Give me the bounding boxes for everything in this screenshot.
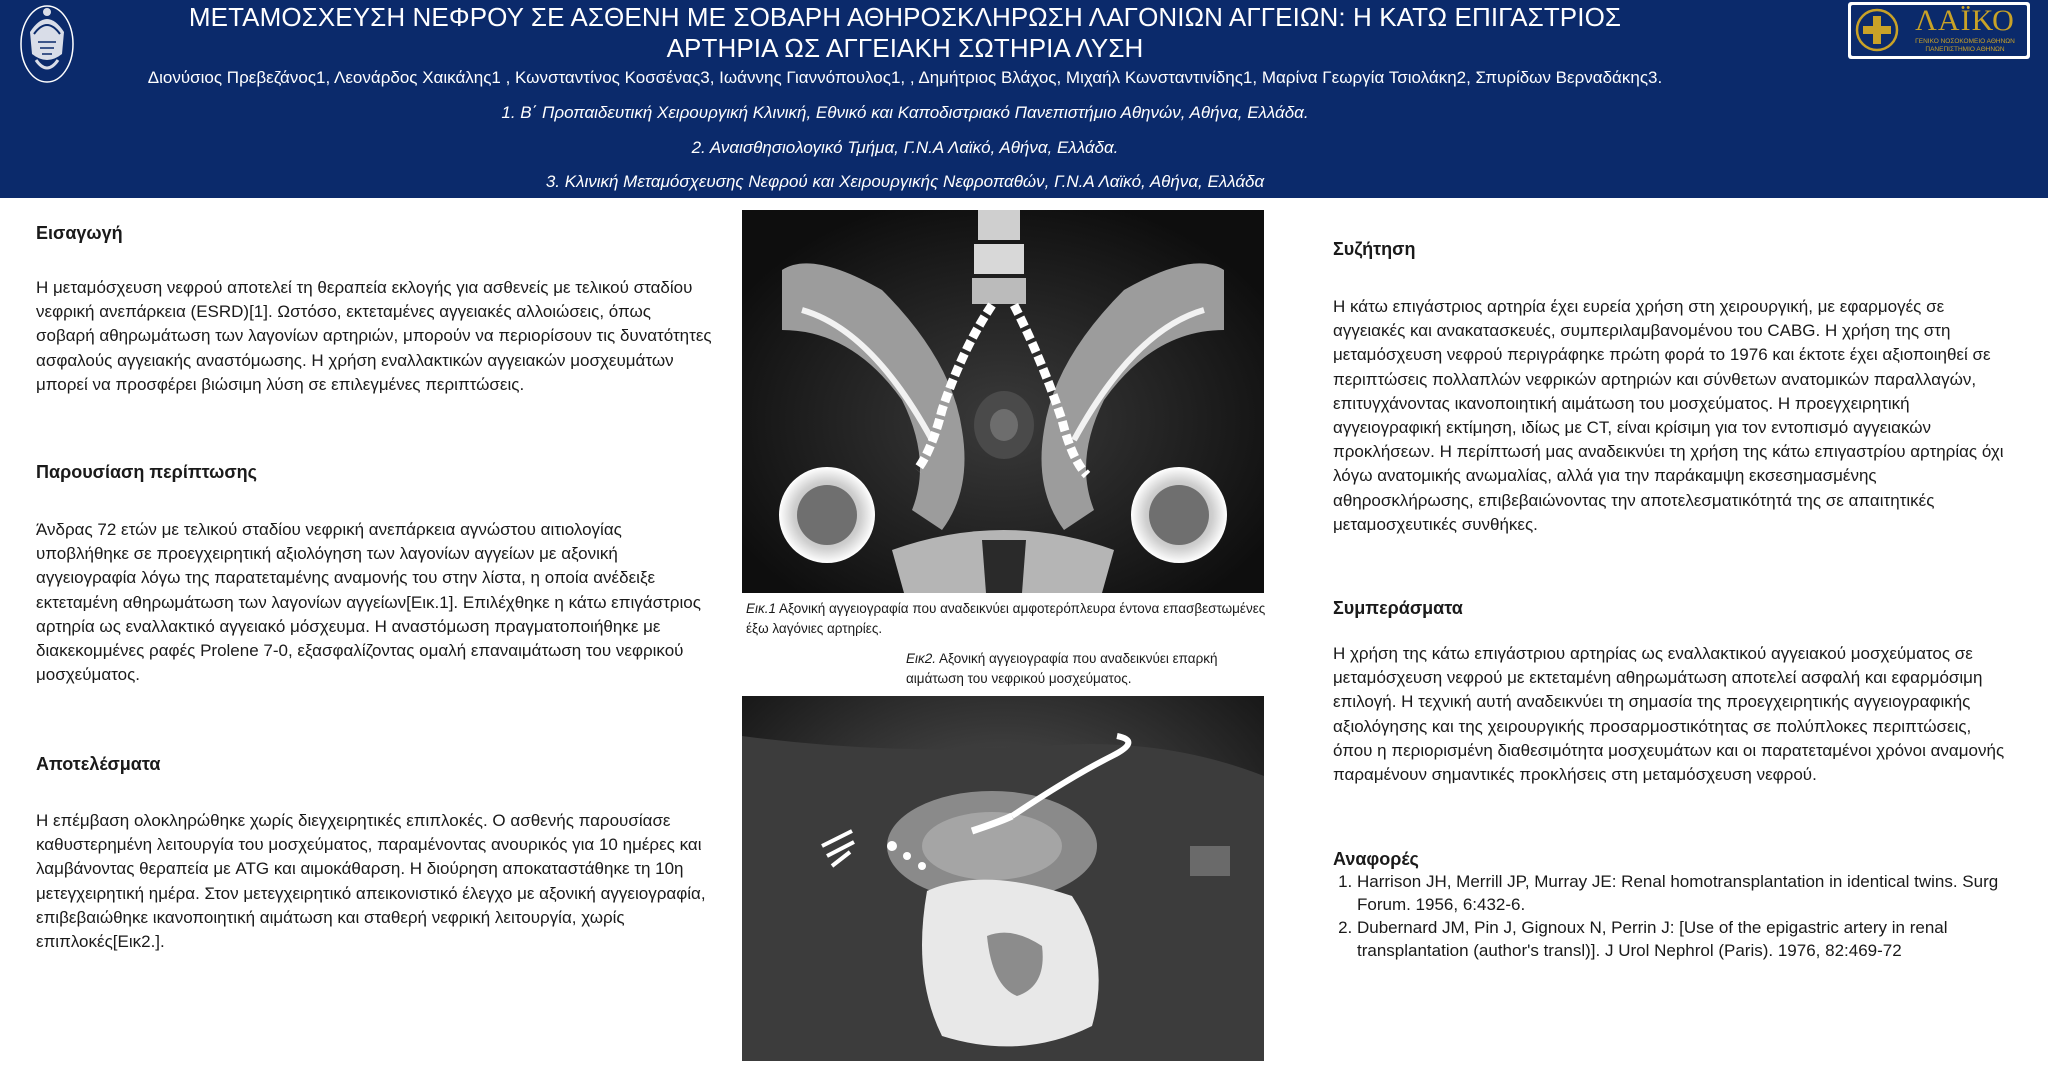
figure-1-caption-text: Αξονική αγγειογραφία που αναδεικνύει αμφοτερόπλευρα έντονα επασβεστωμένες έξω λαγόνιες αρτηρίες. (746, 601, 1266, 636)
intro-heading: Εισαγωγή (36, 223, 123, 243)
affiliation-3: 3. Κλινική Μεταμόσχευσης Νεφρού και Χειρουργικής Νεφροπαθών, Γ.Ν.Α Λαϊκό, Αθήνα, Ελλάδα (545, 172, 1265, 191)
affiliation-1: 1. Β΄ Προπαιδευτική Χειρουργική Κλινική, Εθνικό και Καποδιστριακό Πανεπιστήμιο Αθηνών, Αθήνα, Ελλάδα. (501, 103, 1309, 122)
authors-line: Διονύσιος Πρεβεζάνος1, Λεονάρδος Χαικάλης1 , Κωνσταντίνος Κοσσένας3, Ιωάννης Γιαννόπουλος1, , Δημήτριος Βλάχος, Μιχαήλ Κωνσταντινίδης1, Μαρίνα Γεωργία Τσιολάκη2, Σπυρίδων Βερναδάκης3. (147, 68, 1663, 87)
hospital-logo (1848, 2, 2030, 59)
hospital-subtitle-1: ΓΕΝΙΚΟ ΝΟΣΟΚΟΜΕΙΟ ΑΘΗΝΩΝ (1915, 38, 2015, 45)
results-heading: Αποτελέσματα (36, 754, 161, 774)
references-heading: Αναφορές (1333, 849, 1419, 869)
case-heading: Παρουσίαση περίπτωσης (36, 462, 258, 482)
affiliation-2: 2. Αναισθησιολογικό Τμήμα, Γ.Ν.Α Λαϊκό, Αθήνα, Ελλάδα. (691, 138, 1119, 157)
hospital-name: ΛΑΪΚΟ (1915, 4, 2015, 37)
intro-text: Η μεταμόσχευση νεφρού αποτελεί τη θεραπεία εκλογής για ασθενείς με τελικού σταδίου νεφρική ανεπάρκεια (ESRD)[1]. Ωστόσο, εκτεταμένες αγγειακές αλλοιώσεις, όπως σοβαρή αθηρωμάτωση των λαγονίων αρτηριών, μπορούν να περιορίσουν τις δυνατότητες ασφαλούς αγγειακής αναστόμωσης. Η χρήση εναλλακτικών αγγειακών μοσχευμάτων μπορεί να προσφέρει βιώσιμη λύση σε επιλεγμένες περιπτώσεις. (36, 278, 712, 394)
discussion-text: Η κάτω επιγάστριος αρτηρία έχει ευρεία χρήση στη χειρουργική, με εφαρμογές σε αγγειακές και ανακατασκευές, συμπεριλαμβανομένου του CABG. Η χρήση της στη μεταμόσχευση νεφρού περιγράφηκε πρώτη φορά το 1976 και έκτοτε έχει αξιοποιηθεί σε περιπτώσεις πολλαπλών νεφρικών αρτηριών και σύνθετων ανατομικών παραλλαγών, επιτυγχάνοντας ικανοποιητική αιμάτωση του μοσχεύματος. Η προεγχειρητική αγγειογραφική εκτίμηση, ιδίως με CT, είναι κρίσιμη για τον εντοπισμό αγγειακών προκλήσεων. Η περίπτωσή μας αναδεικνύει τη χρήση της κάτω επιγαστρίου αρτηρίας όχι λόγω ανατομικής ανωμαλίας, αλλά για την παράκαμψη εκσεσημασμένης αθηροσκλήρωσης, επιβεβαιώνοντας την αποτελεσματικότητά της σε απαιτητικές μεταμοσχευτικές συνθήκες. (1333, 297, 2004, 534)
reference-item: 2. Dubernard JM, Pin J, Gignoux N, Perrin J: [Use of the epigastric artery in renal transplantation (author's transl)]. J Urol Nephrol (Paris). 1976, 82:469-72 (1357, 916, 2022, 962)
conclusions-text: Η χρήση της κάτω επιγάστριου αρτηρίας ως εναλλακτικού αγγειακού μοσχεύματος σε μεταμόσχευση νεφρού με εκτεταμένη αθηρωμάτωση αποτελεί ασφαλή και εφαρμόσιμη επιλογή. Η τεχνική αυτή αναδεικνύει τη σημασία της προεγχειρητικής αγγειογραφικής αξιολόγησης και της χειρουργικής προσαρμοστικότητας σε πολύπλοκες περιπτώσεις, όπου η περιορισμένη διαθεσιμότητα μοσχευμάτων και οι παρατεταμένοι χρόνοι αναμονής παραμένουν σημαντικές προκλήσεις στη μεταμόσχευση νεφρού. (1333, 644, 2005, 785)
ct-angiography-graft-image (742, 696, 1264, 1061)
reference-item: 1. Harrison JH, Merrill JP, Murray JE: Renal homotransplantation in identical twins. Surg Forum. 1956, 6:432-6. (1357, 870, 2022, 916)
hospital-subtitle-2: ΠΑΝΕΠΙΣΤΗΜΙΟ ΑΘΗΝΩΝ (1925, 46, 2005, 53)
title-line-1: ΜΕΤΑΜΟΣΧΕΥΣΗ ΝΕΦΡΟΥ ΣΕ ΑΣΘΕΝΗ ΜΕ ΣΟΒΑΡΗ ΑΘΗΡΟΣΚΛΗΡΩΣΗ ΛΑΓΟΝΙΩΝ ΑΓΓΕΙΩΝ: Η ΚΑΤΩ ΕΠΙΓΑΣΤΡΙΟΣ (188, 2, 1622, 32)
university-logo-icon (16, 2, 78, 86)
figure-1-label: Εικ.1 (746, 601, 777, 616)
conclusions-heading: Συμπεράσματα (1333, 598, 1463, 618)
discussion-heading: Συζήτηση (1333, 239, 1416, 259)
case-text: Άνδρας 72 ετών με τελικού σταδίου νεφρική ανεπάρκεια αγνώστου αιτιολογίας υποβλήθηκε σε προεγχειρητική αξιολόγηση των λαγονίων αγγείων με αξονική αγγειογραφία λόγω της παρατεταμένης αναμονής του στην λίστα, η οποία ανέδειξε εκτεταμένη αθηρωμάτωση των λαγονίων αγγείων[Εικ.1]. Επιλέχθηκε η κάτω επιγάστριος αρτηρία ως εναλλακτικό αγγειακό μόσχευμα. Η αναστόμωση πραγματοποιήθηκε με διακεκομμένες ραφές Prolene 7-0, εξασφαλίζοντας ομαλή επαναιμάτωση του νεφρικού μοσχεύματος. (36, 520, 701, 685)
ct-angiography-pelvis-image (742, 210, 1264, 593)
figure-2-label: Εικ2. (906, 651, 937, 666)
figure-2-caption-text: Αξονική αγγειογραφία που αναδεικνύει επαρκή αιμάτωση του νεφρικού μοσχεύματος. (906, 651, 1218, 686)
figure-1-caption (746, 599, 1266, 639)
results-text: Η επέμβαση ολοκληρώθηκε χωρίς διεγχειρητικές επιπλοκές. Ο ασθενής παρουσίασε καθυστερημένη λειτουργία του μοσχεύματος, παραμένοντας ανουρικός για 10 ημέρες και λαμβάνοντας θεραπεία με ATG και αιμοκάθαρση. Η διούρηση αποκαταστάθηκε τη 10η μετεγχειρητική ημέρα. Στον μετεγχειρητικό απεικονιστικό έλεγχο με αξονική αγγειογραφία, επιβεβαιώθηκε ικανοποιητική αιμάτωση και σταθερή νεφρική λειτουργία, χωρίς επιπλοκές[Εικ2.]. (36, 811, 706, 952)
poster-title (140, 2, 1670, 64)
references-list (1333, 870, 2022, 962)
poster-header (0, 0, 2048, 198)
figure-2-caption (906, 649, 1276, 689)
hospital-cross-icon (1854, 7, 1900, 53)
title-line-2: ΑΡΤΗΡΙΑ ΩΣ ΑΓΓΕΙΑΚΗ ΣΩΤΗΡΙΑ ΛΥΣΗ (666, 33, 1144, 63)
